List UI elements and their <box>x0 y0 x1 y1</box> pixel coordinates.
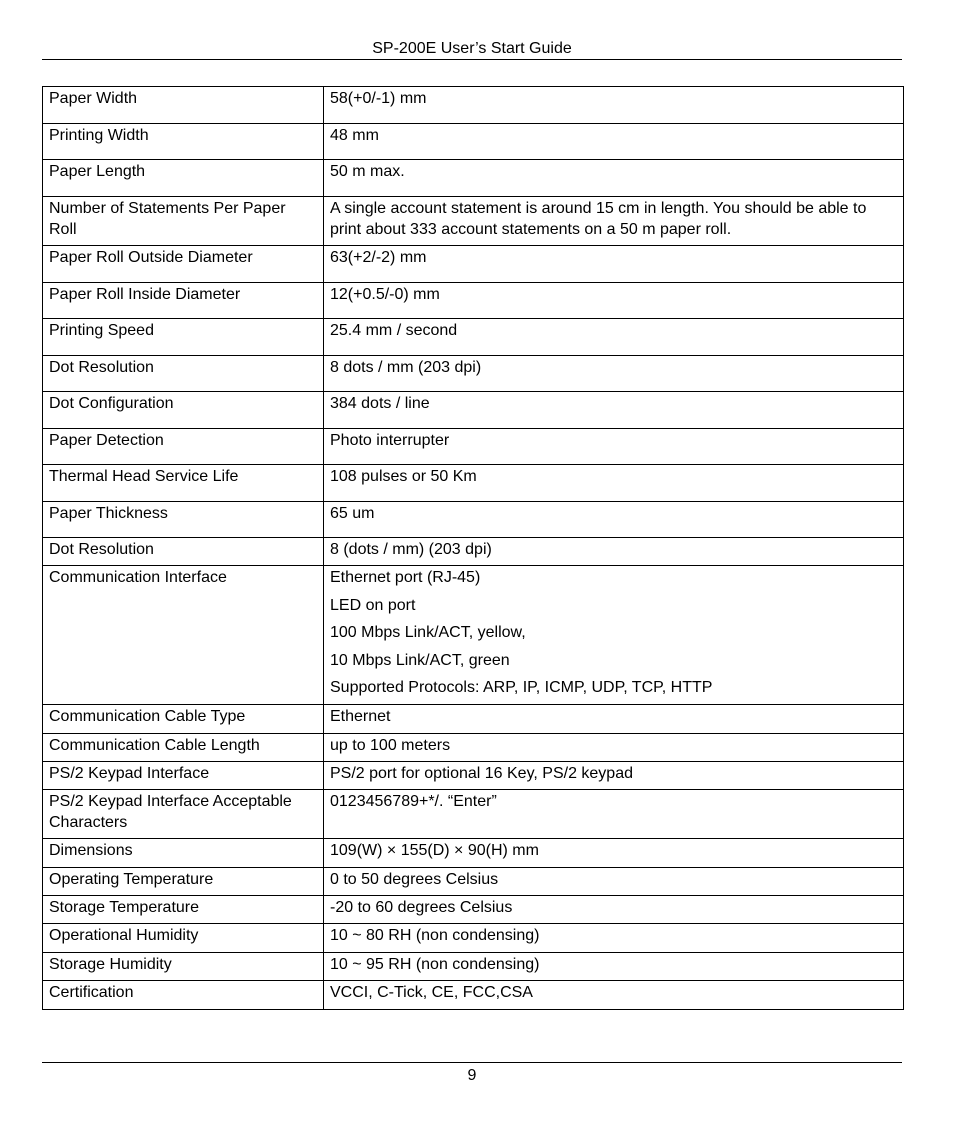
spec-label: Paper Width <box>49 90 138 107</box>
spec-value-line: Ethernet port (RJ-45) <box>330 569 481 586</box>
spec-label: Paper Roll Inside Diameter <box>49 286 241 303</box>
document-title: SP-200E User’s Start Guide <box>372 40 572 57</box>
spec-value-cell <box>324 838 904 867</box>
spec-value: 25.4 mm / second <box>330 322 458 339</box>
spec-row <box>43 319 904 356</box>
spec-label: Storage Humidity <box>49 955 172 973</box>
spec-value-cell <box>324 392 904 429</box>
spec-label: Communication Cable Type <box>49 707 246 725</box>
spec-row <box>43 838 904 867</box>
spec-value: Ethernet <box>330 707 391 725</box>
spec-row <box>43 789 904 838</box>
spec-value-cell <box>324 502 904 538</box>
spec-label: Printing Width <box>49 127 149 144</box>
spec-value-cell <box>324 124 904 160</box>
spec-value: 8 dots / mm (203 dpi) <box>330 359 482 376</box>
spec-value: 10 ~ 95 RH (non condensing) <box>330 955 540 973</box>
spec-value-cell <box>324 704 904 733</box>
spec-label-cell <box>43 761 324 789</box>
spec-label: Thermal Head Service Life <box>49 468 239 485</box>
spec-value: 109(W) × 155(D) × 90(H) mm <box>330 841 539 859</box>
spec-label-cell <box>43 392 324 429</box>
spec-value-cell <box>324 465 904 502</box>
spec-row <box>43 895 904 923</box>
spec-row <box>43 356 904 392</box>
spec-label: Paper Roll Outside Diameter <box>49 249 253 266</box>
spec-row <box>43 160 904 197</box>
spec-value-cell <box>324 980 904 1009</box>
spec-label-cell <box>43 789 324 838</box>
spec-label-cell <box>43 502 324 538</box>
spec-label: Dimensions <box>49 841 133 859</box>
spec-label: Storage Temperature <box>49 898 200 916</box>
spec-value-line: 10 Mbps Link/ACT, green <box>330 651 510 669</box>
spec-value: PS/2 port for optional 16 Key, PS/2 keypad <box>330 764 633 782</box>
spec-value-cell <box>324 923 904 952</box>
specifications-table <box>42 86 904 1010</box>
spec-label-cell <box>43 980 324 1009</box>
spec-label: Paper Thickness <box>49 505 168 522</box>
spec-row <box>43 761 904 789</box>
spec-value-cell <box>324 429 904 465</box>
spec-value: 0 to 50 degrees Celsius <box>330 870 499 888</box>
spec-value: 12(+0.5/-0) mm <box>330 286 440 303</box>
spec-row <box>43 704 904 733</box>
spec-value-line: Supported Protocols: ARP, IP, ICMP, UDP, TCP, HTTP <box>330 679 713 696</box>
spec-value: 63(+2/-2) mm <box>330 249 427 266</box>
spec-row <box>43 923 904 952</box>
spec-label: Number of Statements Per Paper Roll <box>49 200 286 238</box>
spec-value-cell <box>324 538 904 566</box>
spec-value: 384 dots / line <box>330 395 430 412</box>
spec-label-cell <box>43 465 324 502</box>
spec-label-cell <box>43 895 324 923</box>
spec-value: Photo interrupter <box>330 432 450 449</box>
spec-value: 0123456789+*/. “Enter” <box>330 792 497 810</box>
spec-value-cell <box>324 283 904 319</box>
spec-value-cell <box>324 895 904 923</box>
spec-value-line: LED on port <box>330 596 416 614</box>
spec-row <box>43 87 904 124</box>
spec-label: Paper Length <box>49 163 146 180</box>
spec-row <box>43 392 904 429</box>
page-header <box>42 38 902 60</box>
spec-label: Printing Speed <box>49 322 154 339</box>
spec-row <box>43 538 904 566</box>
spec-label-cell <box>43 160 324 197</box>
spec-label-cell <box>43 319 324 356</box>
page-number: 9 <box>467 1067 477 1084</box>
spec-row <box>43 733 904 761</box>
spec-label-cell <box>43 429 324 465</box>
spec-value-cell <box>324 319 904 356</box>
spec-label-cell <box>43 704 324 733</box>
spec-label-cell <box>43 923 324 952</box>
spec-value-cell <box>324 160 904 197</box>
spec-value: 108 pulses or 50 Km <box>330 468 477 485</box>
spec-label-cell <box>43 733 324 761</box>
spec-row <box>43 566 904 705</box>
spec-label-cell <box>43 197 324 246</box>
spec-row <box>43 952 904 980</box>
spec-label-cell <box>43 87 324 124</box>
spec-label: Dot Configuration <box>49 395 174 412</box>
spec-row <box>43 124 904 160</box>
spec-value-cell <box>324 356 904 392</box>
spec-value: 50 m max. <box>330 163 405 180</box>
spec-label-cell <box>43 838 324 867</box>
spec-value: 65 um <box>330 505 375 522</box>
spec-value-cell <box>324 867 904 895</box>
spec-value-cell <box>324 733 904 761</box>
spec-label-cell <box>43 124 324 160</box>
spec-label: Certification <box>49 983 134 1001</box>
spec-value-cell <box>324 197 904 246</box>
spec-value-cell <box>324 789 904 838</box>
spec-value: VCCI, C-Tick, CE, FCC,CSA <box>330 983 533 1001</box>
spec-label: Dot Resolution <box>49 359 154 376</box>
spec-row <box>43 980 904 1009</box>
spec-row <box>43 246 904 283</box>
spec-label: Operating Temperature <box>49 870 214 888</box>
spec-value-cell <box>324 87 904 124</box>
spec-row <box>43 283 904 319</box>
spec-value: 58(+0/-1) mm <box>330 90 427 107</box>
spec-row <box>43 197 904 246</box>
spec-label: Operational Humidity <box>49 926 199 944</box>
spec-label-cell <box>43 952 324 980</box>
spec-label-cell <box>43 283 324 319</box>
spec-label: Paper Detection <box>49 432 164 449</box>
spec-row <box>43 465 904 502</box>
spec-value: 10 ~ 80 RH (non condensing) <box>330 926 540 944</box>
spec-label-cell <box>43 538 324 566</box>
spec-label-cell <box>43 566 324 705</box>
spec-label-cell <box>43 356 324 392</box>
spec-row <box>43 867 904 895</box>
spec-row <box>43 502 904 538</box>
spec-label: PS/2 Keypad Interface <box>49 764 210 782</box>
spec-label: Communication Interface <box>49 569 227 586</box>
spec-value: A single account statement is around 15 cm in length. You should be able to print about 333 account statements on a 50 m paper roll. <box>330 200 867 238</box>
spec-value: 8 (dots / mm) (203 dpi) <box>330 541 492 558</box>
page-footer <box>42 1062 902 1087</box>
spec-value: up to 100 meters <box>330 736 451 754</box>
spec-value-cell <box>324 952 904 980</box>
spec-row <box>43 429 904 465</box>
spec-label: Communication Cable Length <box>49 736 260 754</box>
spec-label: PS/2 Keypad Interface Acceptable Characters <box>49 792 292 831</box>
spec-label-cell <box>43 246 324 283</box>
spec-value-cell <box>324 566 904 705</box>
spec-value: 48 mm <box>330 127 379 144</box>
spec-value-cell <box>324 246 904 283</box>
spec-label-cell <box>43 867 324 895</box>
spec-value: -20 to 60 degrees Celsius <box>330 898 513 916</box>
spec-value-line: 100 Mbps Link/ACT, yellow, <box>330 624 526 641</box>
spec-value-cell <box>324 761 904 789</box>
spec-label: Dot Resolution <box>49 541 154 558</box>
